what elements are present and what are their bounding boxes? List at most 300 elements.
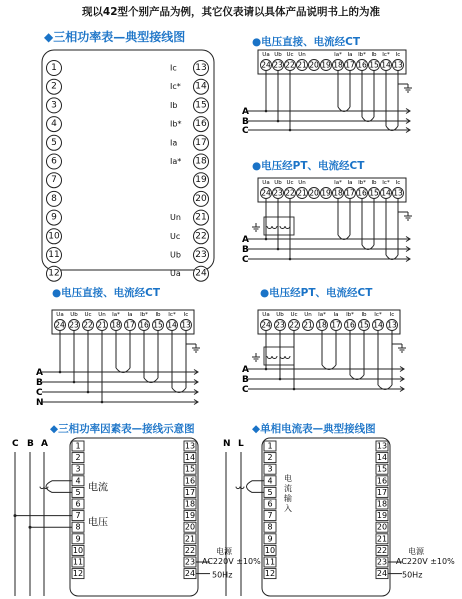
terminal-15 — [153, 320, 164, 331]
svg-text:14: 14 — [381, 60, 391, 70]
svg-text:18: 18 — [317, 320, 327, 330]
svg-text:18: 18 — [111, 320, 121, 330]
svg-text:21: 21 — [297, 188, 307, 198]
junction — [101, 401, 104, 404]
terminal-label: Un — [298, 180, 306, 186]
meter-pin-22 — [194, 229, 209, 244]
pin-label-23: Ub — [170, 250, 181, 260]
power-freq: 50Hz — [212, 570, 233, 580]
meter-pin-5 — [47, 135, 62, 150]
meter-pin-18 — [184, 499, 196, 509]
svg-text:2: 2 — [51, 81, 57, 92]
phase-label-C: C — [242, 126, 249, 136]
terminal-14 — [167, 320, 178, 331]
meter-pin-10 — [72, 545, 84, 555]
svg-text:13: 13 — [184, 441, 196, 451]
svg-text:21: 21 — [297, 60, 307, 70]
terminal-23 — [69, 320, 80, 331]
svg-text:19: 19 — [195, 175, 207, 186]
svg-text:4: 4 — [267, 476, 273, 486]
svg-text:15: 15 — [359, 320, 369, 330]
meter-pin-17 — [194, 135, 209, 150]
terminal-23 — [273, 188, 284, 199]
phase-label-B: B — [27, 439, 34, 449]
terminal-label: Ia — [347, 180, 353, 186]
junction — [265, 368, 268, 371]
meter-pin-16 — [194, 117, 209, 132]
svg-text:22: 22 — [83, 320, 93, 330]
junction — [293, 388, 296, 391]
meter-pin-14 — [376, 453, 388, 463]
svg-text:17: 17 — [331, 320, 341, 330]
svg-text:15: 15 — [369, 60, 379, 70]
phase-label-B: B — [242, 117, 249, 127]
ct-coil-icon — [236, 487, 244, 489]
terminal-21 — [297, 60, 308, 71]
svg-text:12: 12 — [48, 268, 60, 279]
meter-pin-20 — [194, 191, 209, 206]
terminal-label: Ib — [371, 52, 377, 58]
terminal-label: Ib* — [346, 312, 354, 318]
svg-text:21: 21 — [376, 534, 388, 544]
terminal-label: Ub — [274, 52, 282, 58]
meter-pin-3 — [72, 464, 84, 474]
terminal-24 — [261, 320, 272, 331]
terminal-label: Ub — [70, 312, 78, 318]
svg-text:12: 12 — [264, 569, 276, 579]
svg-text:18: 18 — [195, 156, 207, 167]
terminal-13 — [181, 320, 192, 331]
meter-pin-24 — [184, 569, 196, 579]
terminal-label: Ib — [155, 312, 161, 318]
phase-label-B: B — [36, 378, 43, 388]
svg-text:13: 13 — [181, 320, 191, 330]
terminal-23 — [275, 320, 286, 331]
terminal-label: Ib* — [358, 180, 366, 186]
terminal-label: Ia — [127, 312, 133, 318]
meter-pin-21 — [376, 534, 388, 544]
svg-text:20: 20 — [309, 60, 319, 70]
meter-pin-7 — [47, 173, 62, 188]
svg-text:15: 15 — [184, 464, 196, 474]
meter-pin-9 — [72, 534, 84, 544]
svg-text:20: 20 — [376, 522, 388, 532]
phase-label-A: A — [41, 439, 48, 449]
meter-pin-8 — [72, 522, 84, 532]
svg-text:13: 13 — [376, 441, 388, 451]
terminal-label: Ib — [361, 312, 367, 318]
terminal-label: Ia — [347, 52, 353, 58]
svg-text:17: 17 — [184, 487, 196, 497]
svg-text:22: 22 — [184, 545, 196, 555]
meter-pin-16 — [376, 476, 388, 486]
terminal-14 — [373, 320, 384, 331]
meter-pin-18 — [376, 499, 388, 509]
terminal-22 — [289, 320, 300, 331]
svg-text:22: 22 — [376, 545, 388, 555]
svg-text:21: 21 — [303, 320, 313, 330]
meter-pin-21 — [184, 534, 196, 544]
power-label: 电源 — [216, 547, 232, 556]
phase-label-C: C — [12, 439, 19, 449]
svg-text:11: 11 — [264, 557, 276, 567]
svg-text:15: 15 — [195, 100, 207, 111]
title-pt-ct-2: ●电压经PT、电流经CT — [260, 287, 373, 299]
meter-pin-11 — [264, 557, 276, 567]
junction — [29, 526, 32, 529]
svg-text:18: 18 — [333, 60, 343, 70]
terminal-16 — [345, 320, 356, 331]
meter-pin-22 — [376, 545, 388, 555]
terminal-22 — [285, 60, 296, 71]
pin-label-18: Ia* — [170, 157, 182, 166]
terminal-label: Ia* — [112, 312, 120, 318]
terminal-23 — [273, 60, 284, 71]
svg-text:23: 23 — [69, 320, 79, 330]
svg-text:16: 16 — [376, 476, 388, 486]
junction — [289, 258, 292, 261]
ground-icon — [398, 344, 406, 352]
terminal-label: Ua — [56, 312, 64, 318]
terminal-14 — [381, 60, 392, 71]
terminal-18 — [111, 320, 122, 331]
svg-text:23: 23 — [195, 250, 207, 260]
current-label: 电流 — [88, 482, 108, 494]
terminal-label: Ic* — [382, 52, 390, 58]
pt-coil-icon — [280, 226, 290, 229]
pin-label-24: Ua — [170, 269, 181, 279]
svg-text:18: 18 — [376, 499, 388, 509]
ground-icon — [192, 344, 200, 352]
svg-text:19: 19 — [321, 188, 331, 198]
meter-pin-9 — [264, 534, 276, 544]
meter-pin-12 — [47, 266, 62, 281]
meter-pin-16 — [184, 476, 196, 486]
junction — [277, 120, 280, 123]
svg-text:6: 6 — [75, 499, 81, 509]
terminal-label: Ub — [276, 312, 284, 318]
svg-text:11: 11 — [48, 250, 60, 260]
title-pt-ct-1: ●电压经PT、电流经CT — [252, 160, 365, 172]
terminal-13 — [393, 188, 404, 199]
meter-pin-13 — [184, 441, 196, 451]
pt-coil-icon — [280, 356, 290, 359]
terminal-label: Uc — [84, 312, 92, 318]
meter-pin-1 — [47, 61, 62, 76]
terminal-24 — [261, 60, 272, 71]
svg-text:13: 13 — [393, 60, 403, 70]
terminal-21 — [97, 320, 108, 331]
svg-text:10: 10 — [72, 545, 84, 555]
svg-text:17: 17 — [376, 487, 388, 497]
svg-text:23: 23 — [184, 557, 196, 567]
voltage-label: 电压 — [88, 517, 108, 529]
svg-text:7: 7 — [51, 175, 57, 186]
meter-pin-8 — [264, 522, 276, 532]
meter-pin-14 — [194, 79, 209, 94]
svg-text:10: 10 — [48, 231, 60, 242]
meter-pin-13 — [194, 61, 209, 76]
terminal-label: Un — [98, 312, 106, 318]
meter-pin-19 — [376, 511, 388, 521]
svg-text:14: 14 — [184, 453, 196, 463]
svg-text:23: 23 — [273, 60, 283, 70]
svg-text:6: 6 — [267, 499, 273, 509]
svg-text:24: 24 — [261, 60, 271, 70]
svg-text:4: 4 — [51, 119, 57, 130]
title-three-phase-power: ◆三相功率表—典型接线图 — [44, 30, 186, 44]
terminal-18 — [333, 188, 344, 199]
terminal-label: Un — [304, 312, 312, 318]
main-meter-body — [42, 50, 214, 270]
meter-pin-10 — [47, 229, 62, 244]
meter-pin-4 — [264, 476, 276, 486]
terminal-18 — [317, 320, 328, 331]
svg-text:22: 22 — [289, 320, 299, 330]
pin-label-16: Ib* — [170, 119, 182, 129]
svg-text:17: 17 — [345, 188, 355, 198]
terminal-label: Ib* — [358, 52, 366, 58]
phase-label-A: A — [242, 365, 249, 375]
terminal-17 — [345, 188, 356, 199]
junction — [277, 248, 280, 251]
ground-icon — [404, 212, 412, 220]
junction — [265, 110, 268, 113]
svg-text:17: 17 — [345, 60, 355, 70]
svg-text:2: 2 — [75, 453, 81, 463]
terminal-17 — [125, 320, 136, 331]
svg-text:22: 22 — [195, 231, 207, 242]
svg-text:24: 24 — [376, 569, 388, 579]
terminal-16 — [357, 60, 368, 71]
svg-text:3: 3 — [267, 464, 273, 474]
svg-text:16: 16 — [357, 60, 367, 70]
terminal-13 — [387, 320, 398, 331]
pin-label-21: Un — [170, 213, 181, 223]
ct-coil-icon — [40, 487, 48, 489]
junction — [14, 514, 17, 517]
svg-text:20: 20 — [184, 522, 196, 532]
svg-text:18: 18 — [184, 499, 196, 509]
meter-pin-5 — [72, 487, 84, 497]
terminal-15 — [369, 60, 380, 71]
svg-text:5: 5 — [267, 487, 273, 497]
junction — [59, 371, 62, 374]
terminal-label: Ia* — [334, 52, 342, 58]
svg-text:4: 4 — [75, 476, 81, 486]
meter-pin-11 — [72, 557, 84, 567]
meter-pin-24 — [194, 266, 209, 281]
svg-text:5: 5 — [75, 487, 81, 497]
svg-text:7: 7 — [267, 511, 273, 521]
terminal-label: Ia* — [334, 180, 342, 186]
title-single-phase-current: ◆单相电流表—典型接线图 — [252, 423, 376, 435]
meter-pin-1 — [264, 441, 276, 451]
svg-text:7: 7 — [75, 511, 81, 521]
phase-label-A: A — [242, 235, 249, 245]
terminal-20 — [309, 188, 320, 199]
ct-loop — [46, 481, 72, 493]
meter-pin-17 — [184, 487, 196, 497]
svg-text:6: 6 — [51, 156, 57, 167]
meter-pin-1 — [72, 441, 84, 451]
phase-label-N: N — [36, 398, 44, 408]
svg-text:9: 9 — [267, 534, 273, 544]
terminal-label: Ic* — [374, 312, 382, 318]
svg-text:1: 1 — [267, 441, 273, 451]
svg-text:17: 17 — [125, 320, 135, 330]
meter-pin-18 — [194, 154, 209, 169]
phase-label-N: N — [223, 439, 231, 449]
terminal-15 — [359, 320, 370, 331]
ground-icon — [252, 223, 260, 231]
power-spec: AC220V ±10% — [202, 557, 261, 566]
terminal-label: Uc — [286, 180, 294, 186]
junction — [289, 129, 292, 132]
meter-pin-23 — [194, 248, 209, 263]
meter-pin-5 — [264, 487, 276, 497]
meter-pin-2 — [264, 453, 276, 463]
terminal-19 — [321, 60, 332, 71]
meter-pin-3 — [47, 98, 62, 113]
meter-pin-15 — [376, 464, 388, 474]
svg-text:9: 9 — [51, 212, 57, 223]
svg-text:17: 17 — [195, 137, 207, 148]
meter-pin-19 — [184, 511, 196, 521]
svg-text:23: 23 — [275, 320, 285, 330]
phase-label-A: A — [36, 368, 43, 378]
svg-text:24: 24 — [184, 569, 196, 579]
svg-text:16: 16 — [139, 320, 149, 330]
terminal-label: Ub — [274, 180, 282, 186]
phase-label-A: A — [242, 107, 249, 117]
meter-pin-2 — [72, 453, 84, 463]
ct-loop — [247, 481, 265, 493]
meter-pin-14 — [184, 453, 196, 463]
meter-pin-2 — [47, 79, 62, 94]
meter-pin-20 — [376, 522, 388, 532]
terminal-22 — [83, 320, 94, 331]
terminal-label: Ic — [395, 180, 401, 186]
junction — [73, 381, 76, 384]
meter-pin-3 — [264, 464, 276, 474]
meter-pin-10 — [264, 545, 276, 555]
title-direct-v-ct-2: ●电压直接、电流经CT — [52, 287, 161, 299]
terminal-label: Uc — [290, 312, 298, 318]
meter-body — [262, 438, 390, 596]
terminal-19 — [321, 188, 332, 199]
junction — [279, 378, 282, 381]
svg-text:22: 22 — [285, 60, 295, 70]
terminal-label: Ia* — [318, 312, 326, 318]
top-note: 现以42型个别产品为例，其它仪表请以具体产品说明书上的为准 — [81, 6, 381, 18]
meter-pin-9 — [47, 210, 62, 225]
meter-pin-12 — [264, 569, 276, 579]
title-three-phase-pf: ◆三相功率因素表—接线示意图 — [50, 423, 195, 435]
svg-text:16: 16 — [184, 476, 196, 486]
svg-text:15: 15 — [369, 188, 379, 198]
pin-label-14: Ic* — [170, 82, 181, 92]
pt-coil-icon — [267, 356, 277, 359]
phase-label-B: B — [242, 375, 249, 385]
svg-text:24: 24 — [55, 320, 65, 330]
svg-text:16: 16 — [195, 119, 207, 130]
meter-pin-24 — [376, 569, 388, 579]
svg-text:24: 24 — [261, 320, 271, 330]
phase-label-B: B — [242, 245, 249, 255]
svg-text:22: 22 — [285, 188, 295, 198]
title-direct-v-ct-1: ●电压直接、电流经CT — [252, 36, 361, 48]
phase-label-L: L — [238, 439, 244, 449]
meter-pin-8 — [47, 191, 62, 206]
ground-icon — [252, 353, 260, 361]
meter-pin-6 — [72, 499, 84, 509]
power-label: 电源 — [408, 547, 424, 556]
current-input-label: 电流输入 — [284, 473, 292, 513]
svg-text:1: 1 — [75, 441, 81, 451]
power-freq: 50Hz — [402, 570, 423, 580]
terminal-16 — [357, 188, 368, 199]
terminal-label: Ia — [333, 312, 339, 318]
meter-pin-7 — [264, 511, 276, 521]
terminal-17 — [345, 60, 356, 71]
terminal-16 — [139, 320, 150, 331]
terminal-20 — [309, 60, 320, 71]
junction — [265, 238, 268, 241]
meter-pin-4 — [72, 476, 84, 486]
svg-text:14: 14 — [195, 81, 207, 92]
pin-label-17: Ia — [170, 138, 178, 148]
terminal-24 — [55, 320, 66, 331]
svg-text:19: 19 — [184, 511, 196, 521]
meter-pin-11 — [47, 248, 62, 263]
meter-pin-6 — [47, 154, 62, 169]
svg-text:21: 21 — [184, 534, 196, 544]
svg-text:19: 19 — [321, 60, 331, 70]
svg-text:2: 2 — [267, 453, 273, 463]
svg-text:13: 13 — [393, 188, 403, 198]
phase-label-C: C — [242, 385, 249, 395]
phase-label-C: C — [36, 388, 43, 398]
meter-pin-12 — [72, 569, 84, 579]
pin-label-22: Uc — [170, 231, 181, 241]
terminal-label: Ic — [389, 312, 395, 318]
meter-pin-22 — [184, 545, 196, 555]
svg-text:23: 23 — [273, 188, 283, 198]
meter-pin-15 — [184, 464, 196, 474]
svg-text:8: 8 — [51, 193, 57, 204]
terminal-14 — [381, 188, 392, 199]
terminal-21 — [297, 188, 308, 199]
terminal-label: Ic — [395, 52, 401, 58]
meter-pin-15 — [194, 98, 209, 113]
svg-text:20: 20 — [309, 188, 319, 198]
pin-label-13: Ic — [170, 63, 177, 73]
terminal-label: Ic — [183, 312, 189, 318]
terminal-24 — [261, 188, 272, 199]
ground-icon — [404, 84, 412, 92]
svg-text:16: 16 — [357, 188, 367, 198]
pt-coil-icon — [267, 226, 277, 229]
svg-text:24: 24 — [195, 268, 207, 279]
svg-text:23: 23 — [376, 557, 388, 567]
svg-text:14: 14 — [373, 320, 383, 330]
svg-text:5: 5 — [51, 137, 57, 148]
svg-text:8: 8 — [267, 522, 273, 532]
svg-text:3: 3 — [75, 464, 81, 474]
meter-pin-23 — [184, 557, 196, 567]
terminal-17 — [331, 320, 342, 331]
